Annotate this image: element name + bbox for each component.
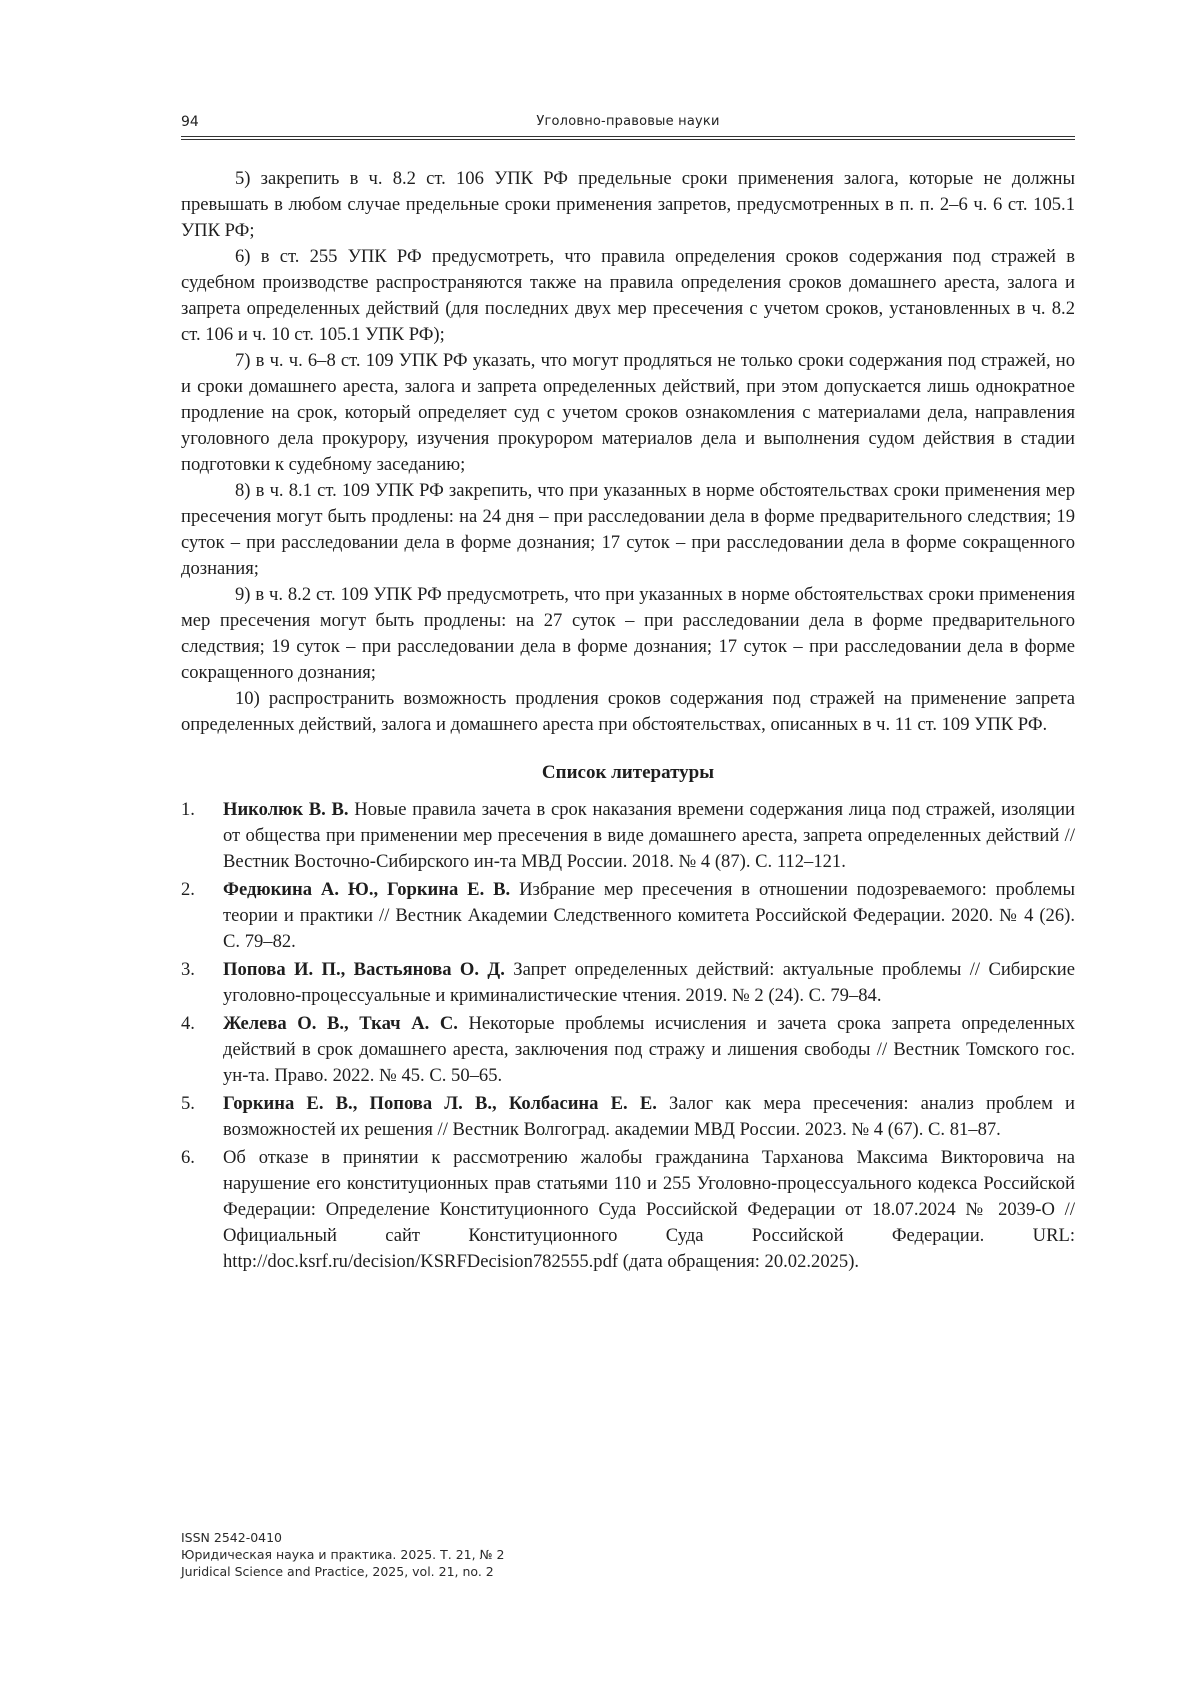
reference-item [181,877,1075,955]
reference-number: 2. [181,879,195,900]
reference-number: 1. [181,799,195,820]
reference-text: Об отказе в принятии к рассмотрению жалобы гражданина Тарханова Максима Викторовича на нарушение его конституционных прав статьями 110 и 255 Уголовно-процессуального кодекса Российской Федерации: Определение Конституционного Суда Российской Федерации от 18.07.2024 № 2039-О // Официальный сайт Конституционного Суда Российской Федерации. URL: http://doc.ksrf.ru/decision/KSRFDecision782555.pdf (дата обращения: 20.02.2025). [223,1147,1075,1272]
reference-item [181,797,1075,875]
reference-text: Залог как мера пресечения: анализ проблем и возможностей их решения // Вестник Волгоград. академии МВД России. 2023. № 4 (67). С. 81–87. [223,1093,1075,1140]
page-header [181,114,1075,136]
paragraph-item-10: 10) распространить возможность продления сроков содержания под стражей на применение запрета определенных действий, залога и домашнего ареста при обстоятельствах, описанных в ч. 11 ст. 109 УПК РФ. [181,688,1075,735]
reference-number: 3. [181,959,195,980]
reference-list [181,797,1075,1275]
reference-authors: Желева О. В., Ткач А. С. [223,1013,458,1034]
reference-item [181,1091,1075,1143]
paragraph-item-5: 5) закрепить в ч. 8.2 ст. 106 УПК РФ предельные сроки применения залога, которые не должны превышать в любом случае предельные сроки применения запретов, предусмотренных в п. п. 2–6 ч. 6 ст. 105.1 УПК РФ; [181,168,1075,241]
page-number: 94 [181,114,199,130]
paragraph-item-8: 8) в ч. 8.1 ст. 109 УПК РФ закрепить, что при указанных в норме обстоятельствах сроки применения мер пресечения могут быть продлены: на 24 дня – при расследовании дела в форме предварительного следствия; 19 суток – при расследовании дела в форме дознания; 17 суток – при расследовании дела в форме сокращенного дознания; [181,480,1075,579]
reference-item [181,1145,1075,1275]
reference-authors: Попова И. П., Вастьянова О. Д. [223,959,505,980]
running-title: Уголовно-правовые науки [536,114,720,129]
paragraph-item-7: 7) в ч. ч. 6–8 ст. 109 УПК РФ указать, что могут продляться не только сроки содержания под стражей, но и сроки домашнего ареста, залога и запрета определенных действий, при этом допускается лишь однократное продление на срок, который определяет суд с учетом сроков ознакомления с материалами дела, направления уголовного дела прокурору, изучения прокурором материалов дела и выполнения судом действия в стадии подготовки к судебному заседанию; [181,350,1075,475]
reference-number: 5. [181,1093,195,1114]
page-footer [181,1529,504,1580]
footer-journal-en: Juridical Science and Practice, 2025, vol. 21, no. 2 [181,1564,494,1579]
reference-number: 4. [181,1013,195,1034]
paragraph-item-9: 9) в ч. 8.2 ст. 109 УПК РФ предусмотреть, что при указанных в норме обстоятельствах сроки применения мер пресечения могут быть продлены: на 27 суток – при расследовании дела в форме предварительного следствия; 19 суток – при расследовании дела в форме дознания; 17 суток – при расследовании дела в форме сокращенного дознания; [181,584,1075,683]
main-content [181,166,1075,1277]
reference-number: 6. [181,1147,195,1168]
reference-text: Некоторые проблемы исчисления и зачета срока запрета определенных действий в срок домашнего ареста, заключения под стражу и лишения свободы // Вестник Томского гос. ун-та. Право. 2022. № 45. С. 50–65. [223,1013,1075,1086]
bibliography-heading: Список литературы [541,762,715,783]
footer-issn: ISSN 2542-0410 [181,1530,283,1545]
reference-authors: Николюк В. В. [223,799,349,820]
reference-authors: Федюкина А. Ю., Горкина Е. В. [223,879,511,900]
header-rule [181,136,1075,140]
reference-text: Запрет определенных действий: актуальные проблемы // Сибирские уголовно-процессуальные и криминалистические чтения. 2019. № 2 (24). С. 79–84. [223,959,1075,1006]
footer-journal-ru: Юридическая наука и практика. 2025. Т. 21, № 2 [181,1547,505,1562]
reference-text: Избрание мер пресечения в отношении подозреваемого: проблемы теории и практики // Вестник Академии Следственного комитета Российской Федерации. 2020. № 4 (26). С. 79–82. [223,879,1075,952]
reference-item [181,1011,1075,1089]
paragraph-item-6: 6) в ст. 255 УПК РФ предусмотреть, что правила определения сроков содержания под стражей в судебном производстве распространяются также на правила определения сроков домашнего ареста, залога и запрета определенных действий (для последних двух мер пресечения с учетом сроков, установленных в ч. 8.2 ст. 106 и ч. 10 ст. 105.1 УПК РФ); [181,246,1075,345]
reference-text: Новые правила зачета в срок наказания времени содержания лица под стражей, изоляции от общества при применении мер пресечения в виде домашнего ареста, запрета определенных действий // Вестник Восточно-Сибирского ин-та МВД России. 2018. № 4 (87). С. 112–121. [223,799,1076,872]
reference-item [181,957,1075,1009]
reference-authors: Горкина Е. В., Попова Л. В., Колбасина Е. Е. [223,1093,657,1114]
